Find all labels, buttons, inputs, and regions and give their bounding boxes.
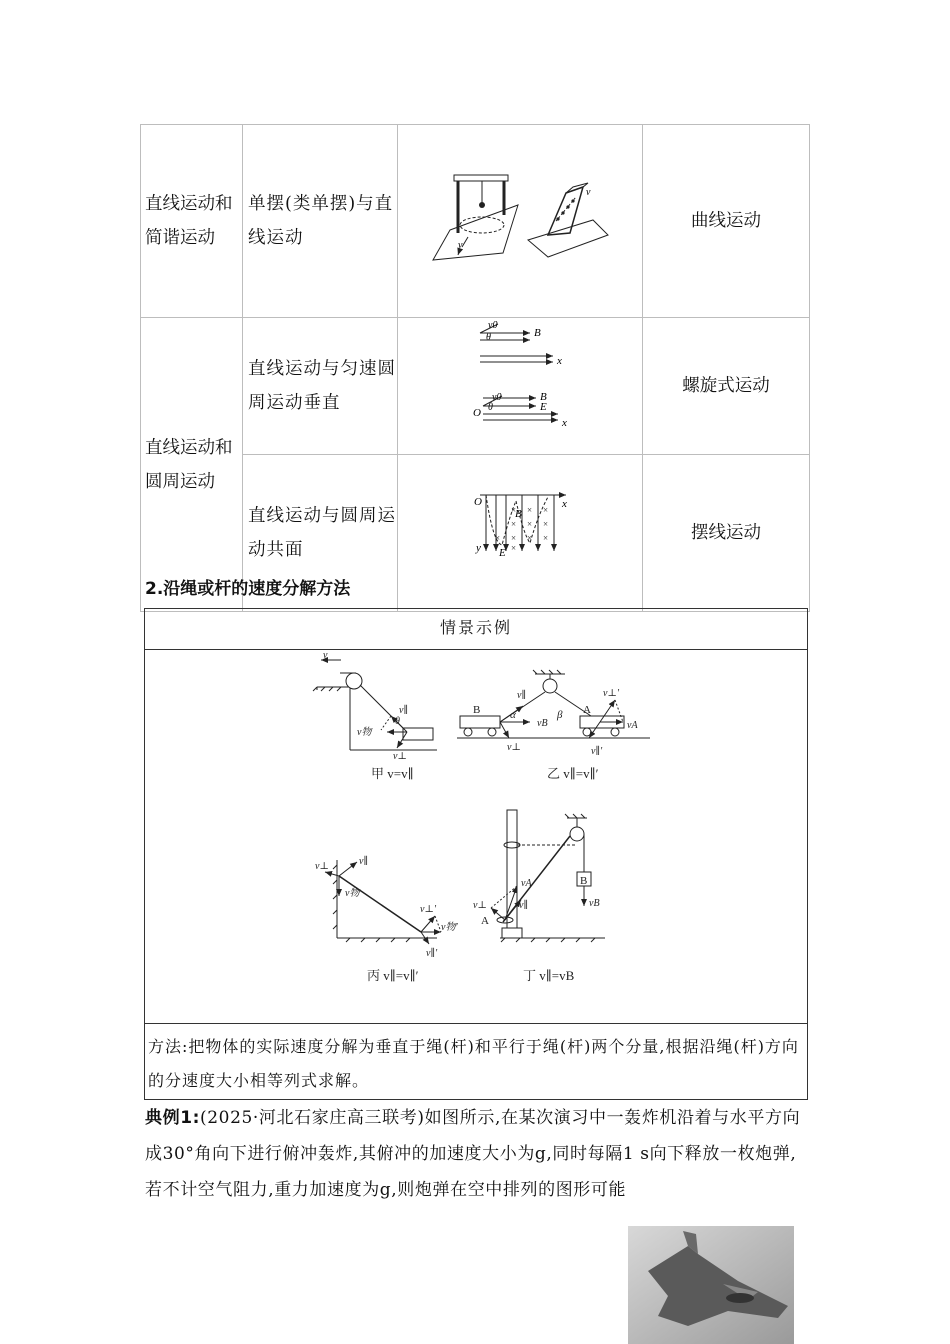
spiral-figure-cell (398, 318, 643, 455)
fig-label: v⊥′ (420, 904, 437, 915)
fig-label: vB (537, 718, 548, 729)
svg-text:×: × (527, 533, 533, 543)
cycloid-figure-cell (398, 455, 643, 612)
fig-label: y (476, 542, 481, 554)
fig-label: v0 (488, 320, 498, 331)
figure-bing (315, 855, 458, 959)
svg-text:×: × (543, 505, 549, 515)
svg-text:×: × (527, 505, 533, 515)
svg-text:×: × (543, 519, 549, 529)
fig-label: v⊥ (473, 900, 487, 911)
fig-label: α (510, 709, 516, 721)
figure-ding (473, 810, 605, 942)
example-text: (2025·河北石家庄高三联考)如图所示,在某次演习中一轰炸机沿着与水平方向成30°角向下进行俯冲轰炸,其俯冲的加速度大小为g,同时每隔1 s向下释放一枚炮弹,若不计空气阻力,重力加速度为g,则炮弹在空中排列的图形可能 (145, 1108, 801, 1200)
method-text: 方法:把物体的实际速度分解为垂直于绳(杆)和平行于绳(杆)两个分量,根据沿绳(杆)方向的分速度大小相等列式求解。 (148, 1037, 799, 1090)
method-section (145, 1023, 807, 1100)
table-row (141, 125, 810, 318)
fig-label: v⊥ (315, 861, 329, 872)
fig-label: v物′ (441, 922, 458, 933)
pendulum-figure (398, 125, 643, 305)
table-cell: 螺旋式运动 (643, 318, 810, 455)
table-row (141, 318, 810, 455)
example-paragraph (145, 1100, 807, 1208)
decomposition-figures (145, 650, 807, 1022)
fig-label: O (473, 407, 481, 419)
fig-label: v⊥ (393, 751, 407, 762)
svg-text:×: × (511, 533, 517, 543)
fig-label: v∥ (359, 856, 369, 867)
fig-label: v⊥′ (603, 688, 620, 699)
caption-bing: 丙 v∥=v∥′ (367, 968, 419, 983)
motion-table (140, 124, 810, 612)
fig-label: v0 (492, 392, 502, 403)
fig-label: v (458, 240, 463, 251)
fig-label: v∥′ (426, 948, 438, 959)
table-cell: 直线运动和圆周运动 (141, 318, 243, 612)
spiral-figure (398, 318, 643, 442)
figure-yi (457, 670, 650, 757)
fig-label: v物 (357, 727, 372, 738)
table-cell: 直线运动和简谐运动 (141, 125, 243, 318)
fig-label: v (586, 187, 591, 198)
fig-label: E (540, 401, 547, 413)
fig-label: vB (589, 898, 600, 909)
fig-label: v∥′ (591, 746, 603, 757)
fig-label: B (473, 704, 481, 716)
svg-text:×: × (543, 533, 549, 543)
table-cell: 曲线运动 (643, 125, 810, 318)
svg-text:×: × (511, 519, 517, 529)
box-header: 情景示例 (145, 609, 807, 650)
fig-label: E (499, 547, 506, 559)
table-cell: 摆线运动 (643, 455, 810, 612)
section-title: 2.沿绳或杆的速度分解方法 (145, 579, 351, 599)
fig-label: v∥ (519, 900, 529, 911)
svg-text:×: × (527, 519, 533, 529)
fig-label: θ (488, 402, 493, 413)
table-cell: 直线运动与圆周运动共面 (243, 455, 398, 612)
fig-label: O (474, 496, 482, 508)
fig-label: β (557, 709, 563, 721)
fig-label: B (540, 391, 547, 403)
table-cell: 单摆(类单摆)与直线运动 (243, 125, 398, 318)
svg-text:×: × (511, 543, 517, 553)
caption-jia: 甲 v=v∥ (371, 766, 414, 781)
fig-label: v∥ (399, 705, 409, 716)
fig-label: θ (486, 332, 491, 343)
fig-label: B (515, 508, 522, 520)
fig-label: A (481, 915, 489, 927)
pendulum-figure-cell (398, 125, 643, 318)
fig-label: x (557, 355, 562, 367)
fig-label: B (580, 875, 588, 887)
scenario-box (144, 608, 808, 1100)
fig-label: A (583, 704, 591, 716)
caption-ding: 丁 v∥=vB (523, 968, 575, 983)
fig-label: x (562, 498, 567, 510)
fig-label: vA (521, 878, 532, 889)
fig-label: v (323, 650, 328, 661)
fig-label: v⊥ (507, 742, 521, 753)
example-label: 典例1: (145, 1108, 201, 1128)
fig-label: v物 (345, 888, 360, 899)
caption-yi: 乙 v∥=v∥′ (547, 766, 599, 781)
fig-label: vA (627, 720, 638, 731)
svg-text:×: × (495, 533, 501, 543)
fig-label: v∥ (517, 690, 527, 701)
svg-text:×: × (511, 505, 517, 515)
fig-label: θ (395, 716, 400, 727)
fig-label: x (562, 417, 567, 429)
cycloid-figure (398, 455, 643, 599)
figure-jia (313, 650, 437, 762)
table-cell: 直线运动与匀速圆周运动垂直 (243, 318, 398, 455)
fig-label: B (534, 327, 541, 339)
fighter-jet-image (628, 1226, 794, 1344)
